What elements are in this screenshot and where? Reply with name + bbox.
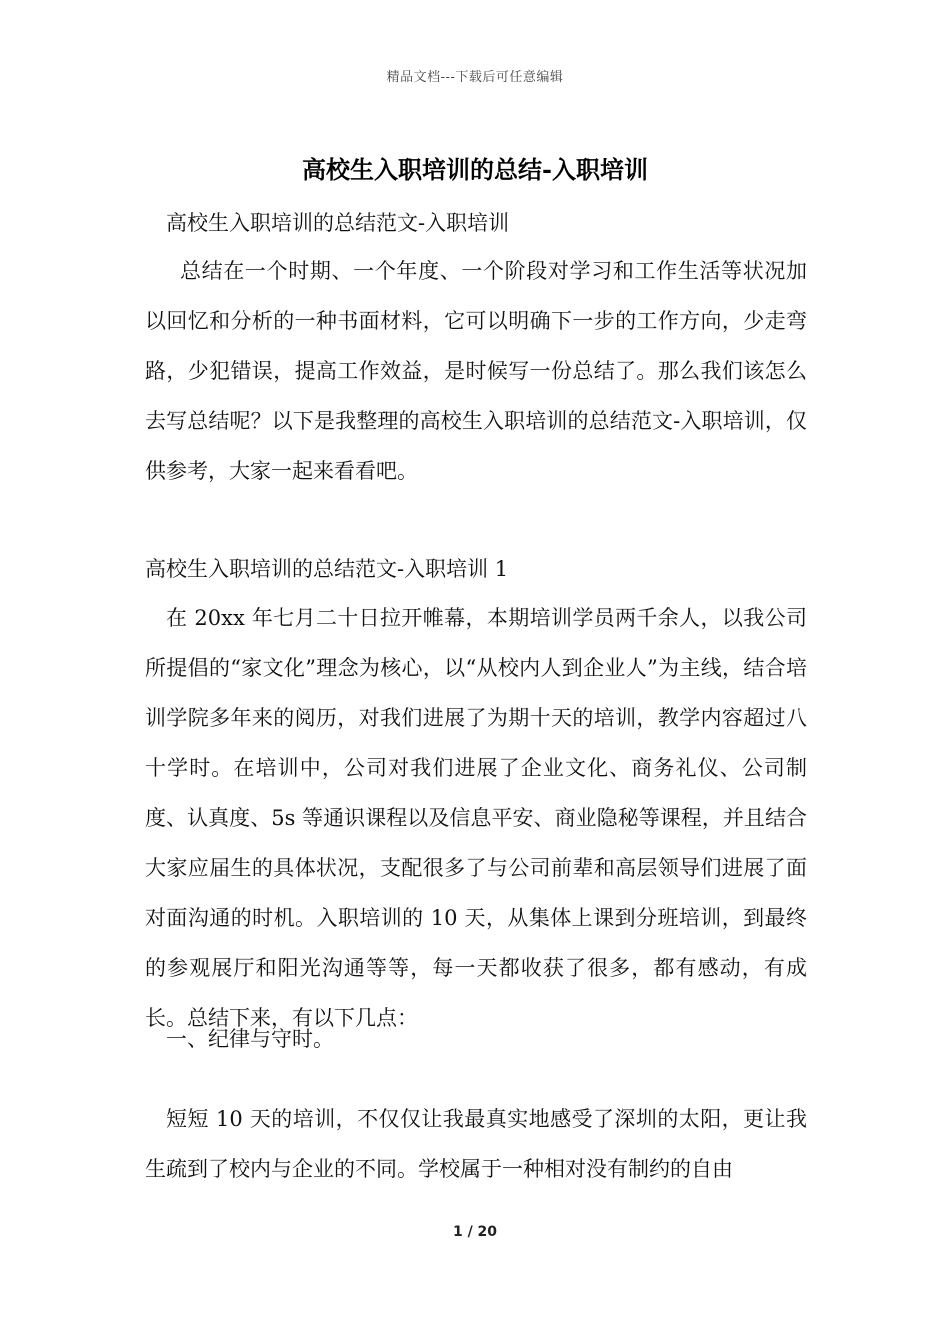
section-heading-1: 一、纪律与守时。	[166, 1027, 334, 1051]
page-header: 精品文档---下载后可任意编辑	[386, 70, 564, 85]
body-paragraph-1: 在 20xx 年七月二十日拉开帷幕，本期培训学员两千余人，以我公司所提倡的“家文化”理念为核心，以“从校内人到企业人”为主线，结合培训学院多年来的阅历，对我们进展了为期十天的培训，教学内容超过八十学时。在培训中，公司对我们进展了企业文化、商务礼仪、公司制度、认真度、5s 等通识课程以及信息平安、商业隐秘等课程，并且结合大家应届生的具体状况，支配很多了与公司前辈和高层领导们进展了面对面沟通的时机。入职培训的 10 天，从集体上课到分班培训，到最终的参观展厅和阳光沟通等等，每一天都收获了很多，都有感动，有成长。总结下来，有以下几点：	[145, 606, 807, 1030]
body-paragraph-2: 短短 10 天的培训，不仅仅让我最真实地感受了深圳的太阳，更让我生疏到了校内与企业的不同。学校属于一种相对没有制约的自由	[145, 1107, 807, 1181]
document-title: 高校生入职培训的总结-入职培训	[302, 155, 648, 184]
page-number: 1 / 20	[452, 1224, 498, 1240]
intro-paragraph: 总结在一个时期、一个年度、一个阶段对学习和工作生活等状况加以回忆和分析的一种书面材料，它可以明确下一步的工作方向，少走弯路，少犯错误，提高工作效益，是时候写一份总结了。那么我们该怎么去写总结呢？以下是我整理的高校生入职培训的总结范文-入职培训，仅供参考，大家一起来看看吧。	[145, 259, 807, 483]
document-subtitle: 高校生入职培训的总结范文-入职培训	[166, 211, 510, 235]
section-title: 高校生入职培训的总结范文-入职培训 1	[145, 557, 509, 581]
